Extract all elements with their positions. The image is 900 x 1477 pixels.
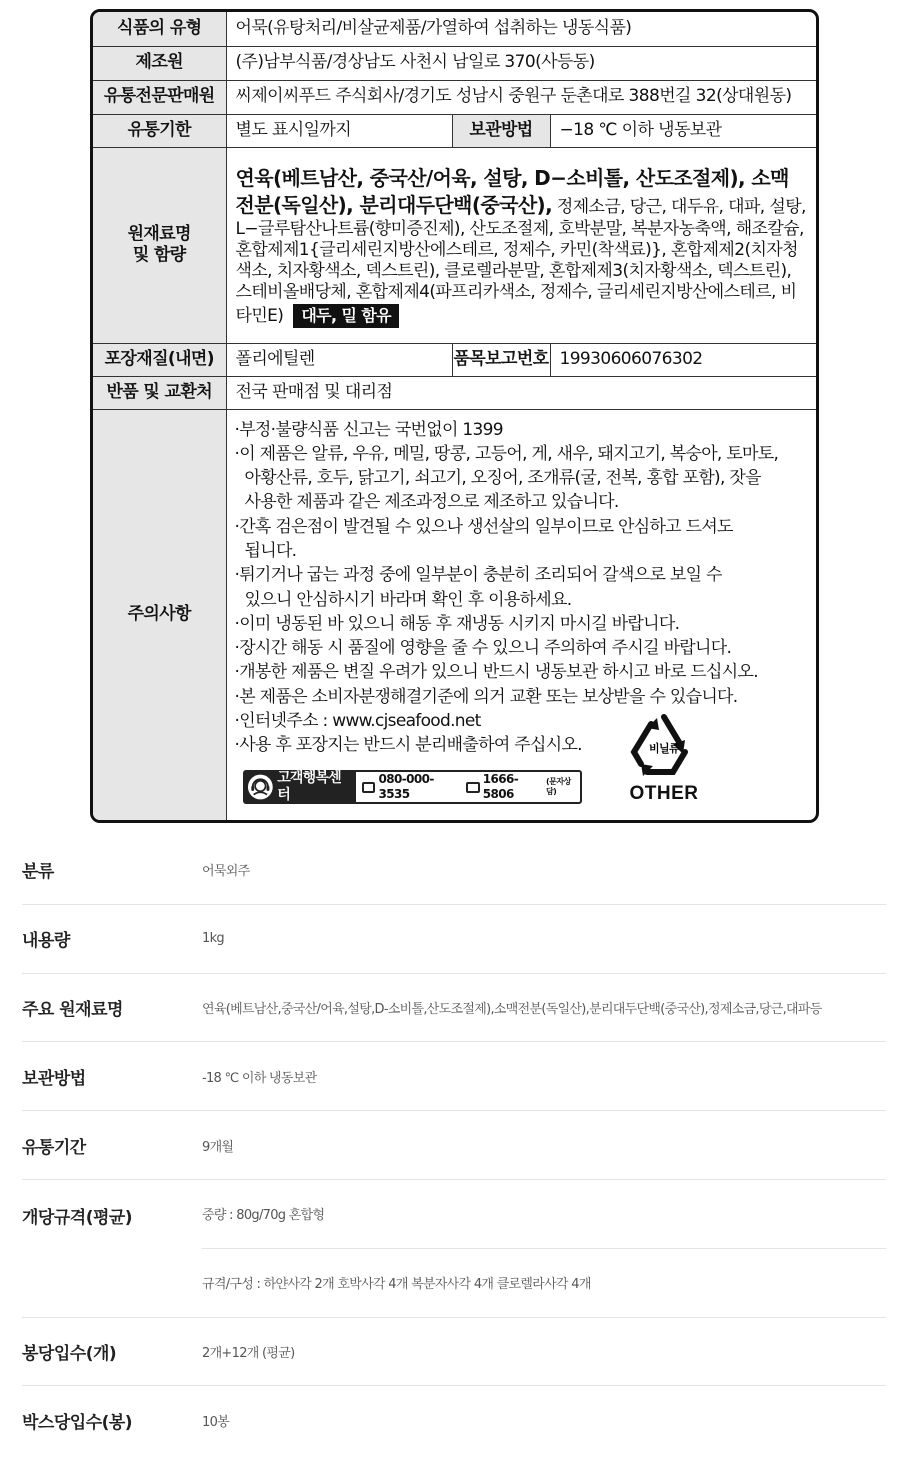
caution-line: ·이 제품은 알류, 우유, 메밀, 땅콩, 고등어, 게, 새우, 돼지고기, 복숭아, 토마토,: [234, 443, 779, 464]
expiry-header: 유통기한: [93, 114, 226, 147]
distributor-value: 씨제이씨푸드 주식회사/경기도 성남시 중원구 둔촌대로 388번길 32(상대원동): [226, 80, 816, 114]
storage-header: 보관방법: [452, 114, 550, 147]
caution-line: 사용한 제품과 같은 제조과정으로 제조하고 있습니다.: [244, 492, 619, 513]
report-header: 품목보고번호: [452, 343, 550, 376]
spec-value: 어묵외주: [202, 864, 250, 880]
caution-value: [226, 409, 816, 820]
food-label-table: [90, 9, 819, 823]
caution-line: ·간혹 검은점이 발견될 수 있으나 생선살의 일부이므로 안심하고 드셔도: [234, 516, 733, 537]
cs-phone: 080-000-3535: [378, 772, 434, 801]
spec-label: 개당규격(평균): [22, 1207, 133, 1228]
caution-line: ·본 제품은 소비자분쟁해결기준에 의거 교환 또는 보상받을 수 있습니다.: [234, 686, 738, 707]
food-type-value: 어묵(유탕처리/비살균제품/가열하여 섭취하는 냉동식품): [226, 12, 816, 46]
returns-header: 반품 및 교환처: [93, 376, 226, 409]
phone-icon: [362, 782, 376, 793]
expiry-value: 별도 표시일까지: [226, 114, 452, 147]
ingredients-value: [226, 147, 816, 343]
packaging-header: 포장재질(내면): [93, 343, 226, 376]
spec-label: 보관방법: [22, 1068, 86, 1089]
spec-value-composition: 규격/구성 : 하얀사각 2개 호박사각 4개 복분자사각 4개 클로렐라사각 4개: [202, 1277, 591, 1293]
spec-value: 연육(베트남산,중국산/어육,설탕,D-소비톨,산도조절제),소맥전분(독일산),분리대두단백(중국산),정제소금,당근,대파등: [202, 1001, 822, 1017]
caution-line: ·개봉한 제품은 변질 우려가 있으니 반드시 냉동보관 하시고 바로 드십시오.: [234, 662, 758, 683]
caution-line: ·튀기거나 굽는 과정 중에 일부분이 충분히 조리되어 갈색으로 보일 수: [234, 565, 722, 586]
ingredients-bold: 연육(베트남산, 중국산/어육, 설탕, D−소비톨, 산도조절제), 소맥전분(독일산), 분리대두단백(중국산),: [235, 165, 789, 217]
spec-value: 9개월: [202, 1139, 234, 1155]
spec-row-per-bag: [22, 1318, 886, 1387]
caution-line: 됩니다.: [244, 540, 297, 561]
recycle-material-label: 비닐류: [648, 742, 680, 755]
spec-label: 내용량: [22, 931, 70, 952]
message-icon: [466, 782, 480, 793]
spec-row-unit-spec: [22, 1180, 886, 1318]
caution-line: ·이미 냉동된 바 있으니 해동 후 재냉동 시키지 마시길 바랍니다.: [234, 613, 680, 634]
spec-value-weight: 중량 : 80g/70g 혼합형: [202, 1180, 886, 1249]
recycle-mark: [628, 714, 700, 806]
cs-fax-note: (문자상담): [545, 777, 571, 796]
spec-label: 유통기간: [22, 1137, 86, 1158]
distributor-header: 유통전문판매원: [93, 80, 226, 114]
manufacturer-header: 제조원: [93, 46, 226, 80]
headset-icon: [247, 773, 274, 801]
spec-label: 박스당입수(봉): [22, 1413, 133, 1434]
ingredients-header-line1: 원재료명: [127, 223, 191, 244]
report-value: 19930606076302: [550, 343, 816, 376]
spec-value: 1kg: [202, 931, 224, 947]
allergen-badge: 대두, 밀 함유: [293, 304, 399, 328]
cs-contact-block: [356, 772, 580, 802]
manufacturer-value: (주)남부식품/경상남도 사천시 남일로 370(사등동): [226, 46, 816, 80]
spec-row-volume: [22, 905, 886, 974]
storage-value: −18 ℃ 이하 냉동보관: [550, 114, 816, 147]
caution-line: 있으니 안심하시기 바라며 확인 후 이용하세요.: [244, 589, 572, 610]
caution-header: 주의사항: [93, 409, 226, 820]
caution-lines: [235, 418, 809, 758]
ingredients-text: 정제소금, 당근, 대두유, 대파, 설탕, L−글루탐산나트륨(향미증진제), 산도조절제, 호박분말, 복분자농축액, 해조칼슘, 혼합제제1{글리세린지방산에스테르, 정제수, 카민(착색료)}, 혼합제제2(치자청색소, 치자황색소, 덱스트린), 클로렐라분말, 혼합제제3(치자황색소, 덱스트린), 스테비올배당체, 혼합제제4(파프리카색소, 정제수, 글리세린지방산에스테르, 비타민E): [235, 196, 806, 326]
caution-line: ·장시간 해동 시 품질에 영향을 줄 수 있으니 주의하여 주시길 바랍니다.: [234, 638, 732, 659]
cs-center-label: 고객행복센터: [277, 769, 341, 803]
ingredients-header-line2: 및 함량: [132, 245, 186, 265]
product-spec-list: [22, 836, 886, 1455]
spec-label: 주요 원재료명: [22, 999, 123, 1020]
food-type-header: 식품의 유형: [93, 12, 226, 46]
caution-line: 아황산류, 호두, 닭고기, 쇠고기, 오징어, 조개류(굴, 전복, 홍합 포함), 잣을: [244, 468, 761, 489]
ingredients-header: [93, 147, 226, 343]
label-table: [93, 12, 816, 820]
packaging-value: 폴리에틸렌: [226, 343, 452, 376]
recycle-other-label: OTHER: [629, 783, 699, 805]
spec-label: 분류: [22, 862, 54, 883]
cs-fax: 1666-5806: [482, 772, 519, 801]
cs-center-block: [245, 769, 356, 803]
spec-row-per-box: [22, 1386, 886, 1455]
caution-line: ·사용 후 포장지는 반드시 분리배출하여 주십시오.: [234, 735, 582, 756]
spec-label: 봉당입수(개): [22, 1343, 117, 1364]
spec-row-main-ingredients: [22, 974, 886, 1043]
customer-service-bar: [243, 770, 582, 804]
caution-line: ·부정·불량식품 신고는 국번없이 1399: [234, 419, 503, 440]
spec-row-category: [22, 836, 886, 905]
spec-values: [202, 1180, 886, 1317]
spec-value: 10봉: [202, 1415, 230, 1431]
spec-value: 2개+12개 (평균): [202, 1345, 295, 1361]
spec-value: -18 ℃ 이하 냉동보관: [202, 1070, 317, 1086]
spec-row-storage: [22, 1042, 886, 1111]
caution-line: ·인터넷주소 : www.cjseafood.net: [234, 711, 481, 732]
spec-row-shelf-life: [22, 1111, 886, 1180]
returns-value: 전국 판매점 및 대리점: [226, 376, 816, 409]
recycle-triangle-icon: [629, 714, 699, 778]
